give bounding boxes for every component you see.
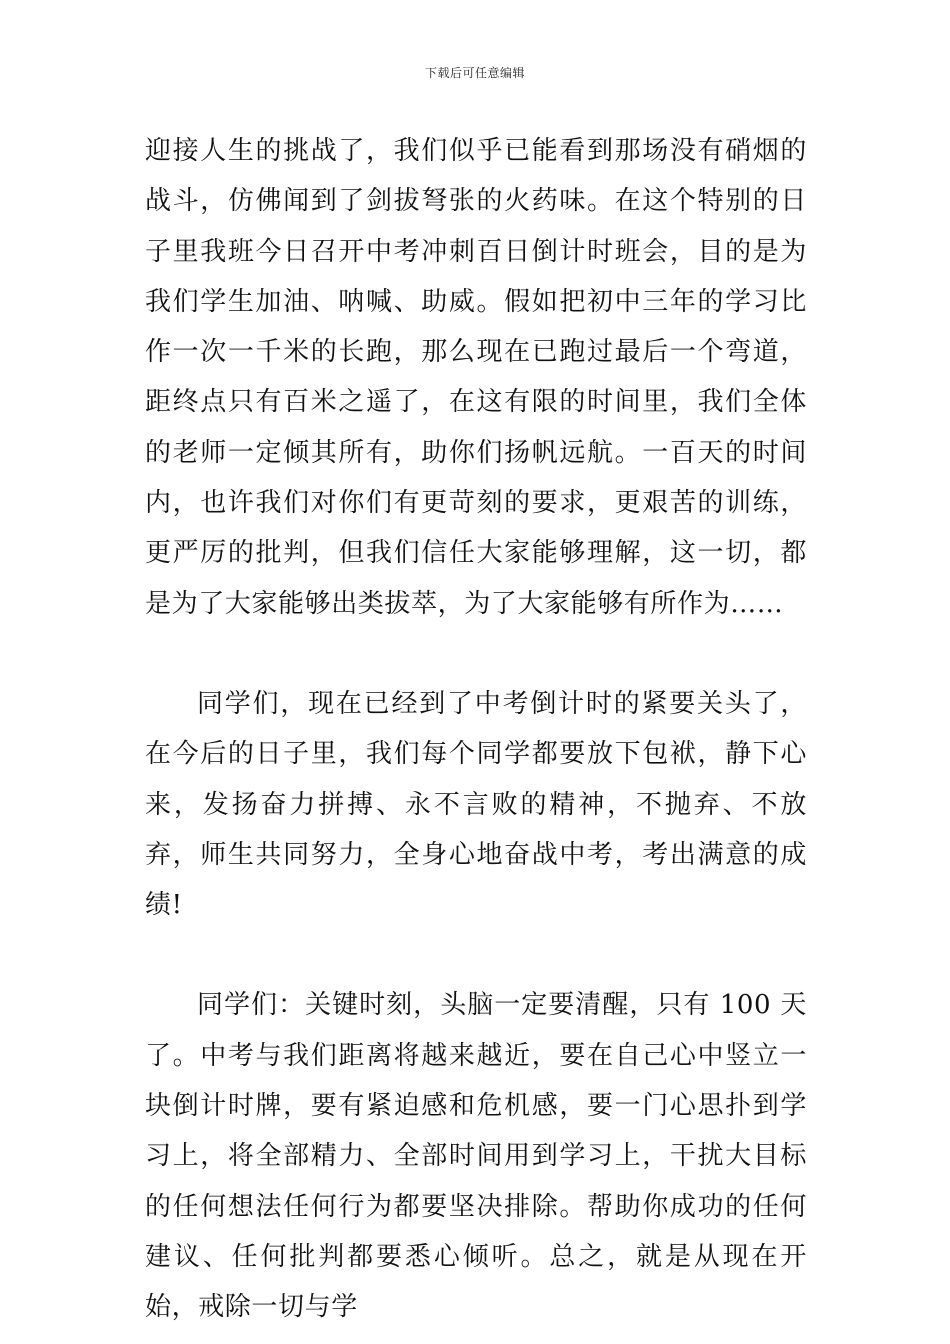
paragraph-gap [145, 629, 807, 679]
paragraph-2: 同学们，现在已经到了中考倒计时的紧要关头了，在今后的日子里，我们每个同学都要放下包袱，静下心来，发扬奋力拼搏、永不言败的精神，不抛弃、不放弃，师生共同努力，全身心地奋战中考，考出满意的成绩! [145, 688, 807, 921]
paragraph-1: 迎接人生的挑战了，我们似乎已能看到那场没有硝烟的战斗，仿佛闻到了剑拔弩张的火药味。在这个特别的日子里我班今日召开中考冲刺百日倒计时班会，目的是为我们学生加油、呐喊、助威。假如把初中三年的学习比作一次一千米的长跑，那么现在已跑过最后一个弯道，距终点只有百米之遥了，在这有限的时间里，我们全体的老师一定倾其所有，助你们扬帆远航。一百天的时间内，也许我们对你们有更苛刻的要求，更艰苦的训练，更严厉的批判，但我们信任大家能够理解，这一切，都是为了大家能够出类拔萃，为了大家能够有所作为…… [145, 136, 807, 619]
paragraph-3: 同学们：关键时刻，头脑一定要清醒，只有 100 天了。中考与我们距离将越来越近，要在自己心中竖立一块倒计时牌，要有紧迫感和危机感，要一门心思扑到学习上，将全部精力、全部时间用到学习上，干扰大目标的任何想法任何行为都要坚决排除。帮助你成功的任何建议、任何批判都要悉心倾听。总之，就是从现在开始，戒除一切与学 [145, 990, 807, 1323]
page-header: 下载后可任意编辑 [424, 66, 525, 80]
paragraph-gap [145, 930, 807, 980]
document-body [145, 126, 807, 1333]
